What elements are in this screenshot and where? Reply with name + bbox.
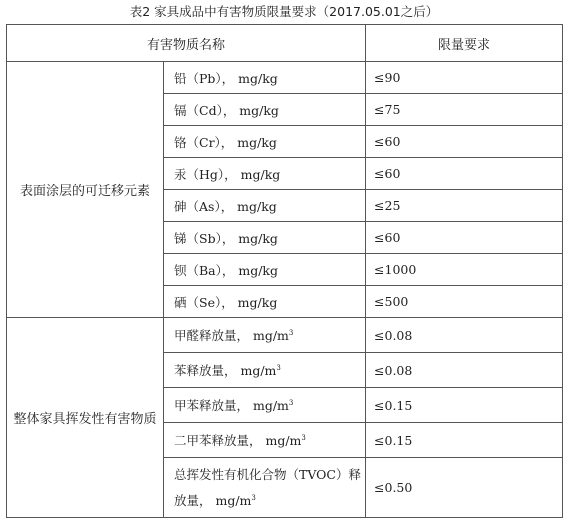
unit-text: mg/m — [252, 328, 289, 343]
substance-cell: 汞（Hg）， mg/kg — [164, 158, 366, 190]
substance-text: 二甲苯释放量， — [174, 433, 266, 448]
unit-text: mg/m — [252, 398, 289, 413]
header-substance-name: 有害物质名称 — [7, 25, 366, 62]
substance-cell — [164, 423, 366, 458]
substance-cell — [164, 388, 366, 423]
table-caption: 表2 家具成品中有害物质限量要求（2017.05.01之后） — [129, 4, 439, 19]
substance-cell — [164, 458, 366, 518]
substance-cell: 铅（Pb）， mg/kg — [164, 62, 366, 94]
limit-cell: ≤60 — [366, 126, 563, 158]
substance-cell — [164, 353, 366, 388]
table-row — [7, 318, 563, 353]
substance-text: 总挥发性有机化合物（TVOC）释 — [174, 466, 361, 482]
group-label-surface-coating: 表面涂层的可迁移元素 — [7, 62, 164, 318]
limit-cell: ≤0.08 — [366, 318, 563, 353]
limit-cell: ≤0.50 — [366, 458, 563, 518]
limit-cell: ≤500 — [366, 286, 563, 318]
substance-cell: 铬（Cr）， mg/kg — [164, 126, 366, 158]
substance-cell: 砷（As）， mg/kg — [164, 190, 366, 222]
limit-cell: ≤60 — [366, 158, 563, 190]
substance-text: 甲醛释放量， — [174, 328, 253, 343]
unit-superscript: 3 — [251, 493, 256, 502]
unit-text: mg/m — [215, 492, 252, 508]
limit-cell: ≤0.15 — [366, 423, 563, 458]
unit-superscript: 3 — [288, 328, 294, 337]
limit-cell: ≤25 — [366, 190, 563, 222]
limit-cell: ≤75 — [366, 94, 563, 126]
substance-cell — [164, 318, 366, 353]
unit-superscript: 3 — [276, 363, 281, 372]
table-header-row — [7, 25, 563, 62]
table-row — [7, 62, 563, 94]
header-limit-requirement: 限量要求 — [366, 25, 563, 62]
substance-text: 苯释放量， — [174, 363, 241, 378]
unit-superscript: 3 — [301, 433, 306, 442]
limit-cell: ≤60 — [366, 222, 563, 254]
unit-text: mg/m — [265, 433, 302, 448]
limit-cell: ≤0.15 — [366, 388, 563, 423]
group-label-volatile-substances: 整体家具挥发性有害物质 — [7, 318, 164, 518]
limit-cell: ≤1000 — [366, 254, 563, 286]
hazardous-substance-limits-table — [6, 24, 563, 518]
unit-text: mg/m — [240, 363, 277, 378]
substance-text: 放量， — [174, 492, 216, 508]
limit-cell: ≤90 — [366, 62, 563, 94]
substance-cell: 镉（Cd）， mg/kg — [164, 94, 366, 126]
unit-superscript: 3 — [288, 398, 294, 407]
substance-cell: 硒（Se）， mg/kg — [164, 286, 366, 318]
substance-cell: 钡（Ba）， mg/kg — [164, 254, 366, 286]
substance-cell: 锑（Sb）， mg/kg — [164, 222, 366, 254]
substance-text: 甲苯释放量， — [174, 398, 253, 413]
limit-cell: ≤0.08 — [366, 353, 563, 388]
